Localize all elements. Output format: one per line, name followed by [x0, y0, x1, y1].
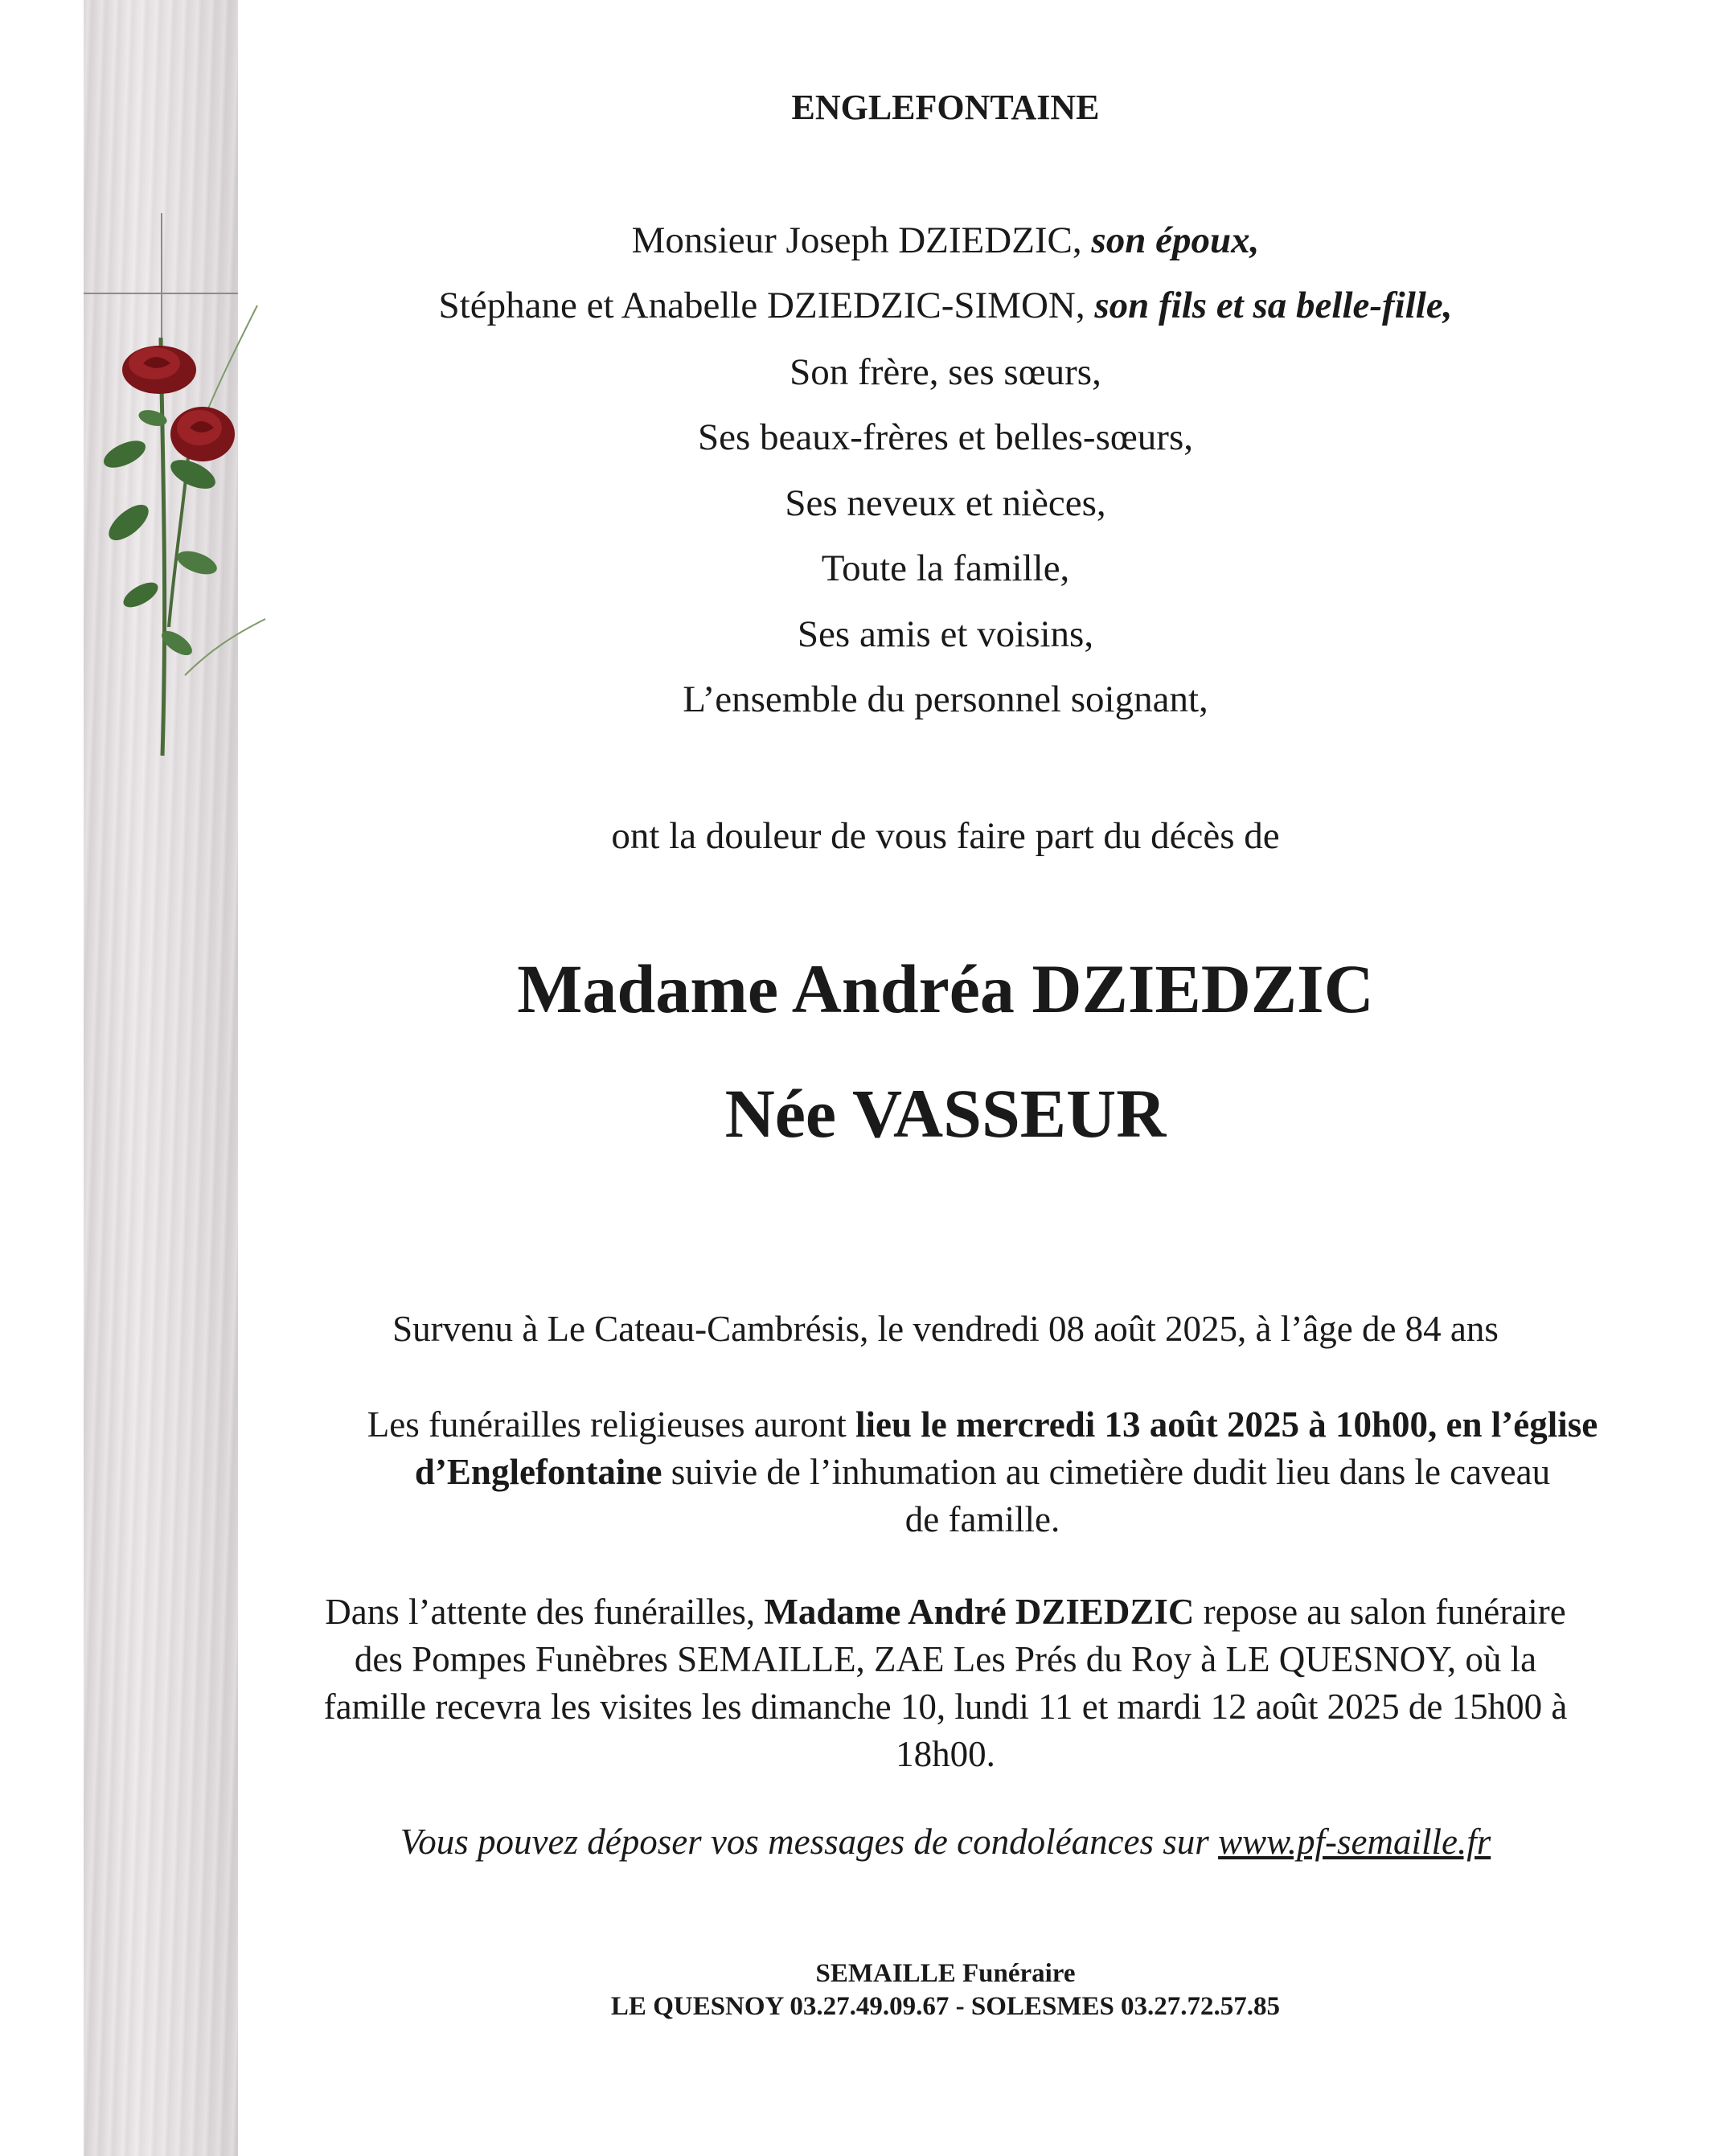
family-line: Son frère, ses sœurs,	[790, 351, 1101, 393]
company-phones: LE QUESNOY 03.27.49.09.67 - SOLESMES 03.27.72.57.85	[610, 1992, 1281, 2021]
funeral-line-1: Les funérailles religieuses auront lieu le mercredi 13 août 2025 à 10h00, en l’église	[367, 1404, 1598, 1445]
announcement: ont la douleur de vous faire part du décès de	[611, 815, 1280, 857]
visit-line-4: 18h00.	[896, 1734, 995, 1774]
death-notice: Survenu à Le Cateau-Cambrésis, le vendredi 08 août 2025, à l’âge de 84 ans	[392, 1309, 1499, 1349]
condolences-link[interactable]: www.pf-semaille.fr	[1218, 1822, 1491, 1862]
condolences-line: Vous pouvez déposer vos messages de condoléances sur www.pf-semaille.fr	[400, 1822, 1491, 1862]
family-line: Ses amis et voisins,	[797, 613, 1094, 655]
family-line: Toute la famille,	[821, 547, 1070, 589]
funeral-line-2: d’Englefontaine suivie de l’inhumation au cimetière dudit lieu dans le caveau	[414, 1452, 1551, 1492]
family-line-son: Stéphane et Anabelle DZIEDZIC-SIMON, son fils et sa belle-fille,	[438, 285, 1453, 326]
company-name: SEMAILLE Funéraire	[815, 1959, 1076, 1988]
family-line: Ses beaux-frères et belles-sœurs,	[697, 416, 1193, 458]
visit-line-2: des Pompes Funèbres SEMAILLE, ZAE Les Prés du Roy à LE QUESNOY, où la	[354, 1639, 1537, 1679]
family-line: L’ensemble du personnel soignant,	[683, 678, 1208, 720]
visit-line-3: famille recevra les visites les dimanche 10, lundi 11 et mardi 12 août 2025 de 15h00 à	[323, 1687, 1568, 1727]
funeral-line-3: de famille.	[904, 1499, 1060, 1539]
family-line-spouse: Monsieur Joseph DZIEDZIC, son époux,	[631, 219, 1260, 261]
town-heading: ENGLEFONTAINE	[791, 88, 1100, 127]
deceased-name: Madame Andréa DZIEDZIC	[517, 950, 1374, 1027]
family-line: Ses neveux et nièces,	[785, 482, 1106, 524]
maiden-name: Née VASSEUR	[724, 1075, 1167, 1152]
visit-line-1: Dans l’attente des funérailles, Madame André DZIEDZIC repose au salon funéraire	[325, 1592, 1566, 1632]
